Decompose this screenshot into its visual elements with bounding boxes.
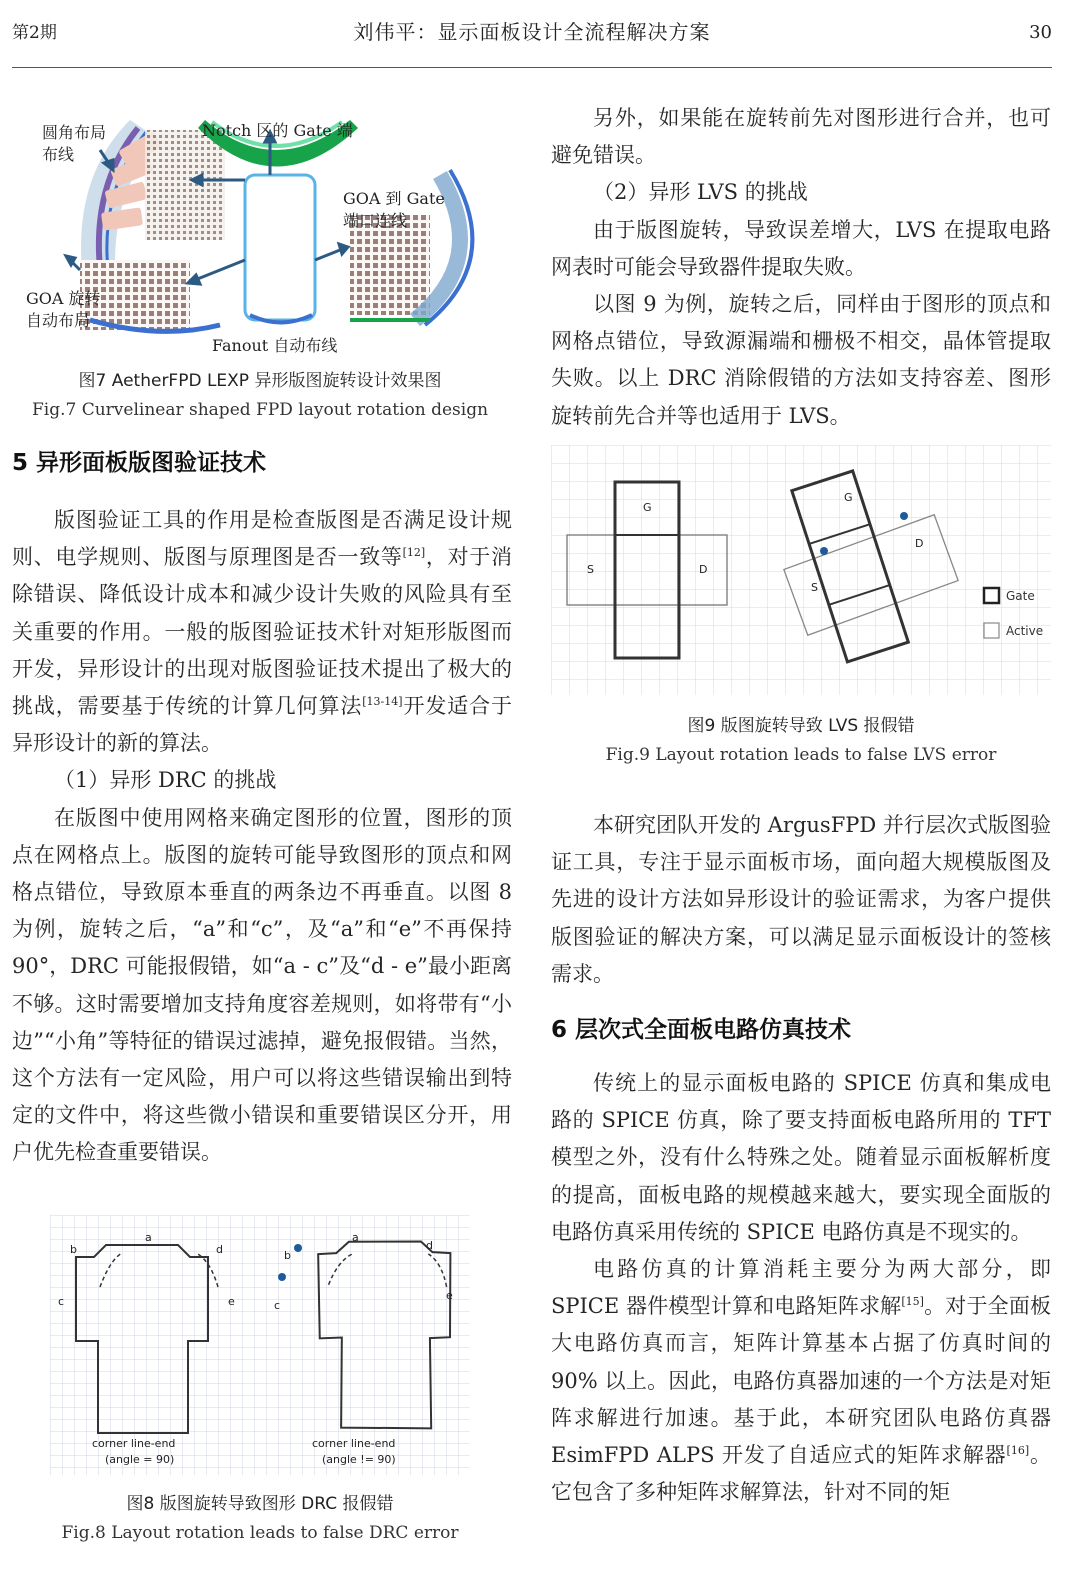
section-5-paragraph-1: 版图验证工具的作用是检查版图是否满足设计规则、电学规则、版图与原理图是否一致等[12]，对于消除错误、降低设计成本和减少设计失败的风险具有至关重要的作用。一般的版图验证技术针对矩形版图而开发，异形设计的出现对版图验证技术提出了极大的挑战，需要基于传统的计算几何算法[13-14]开发适合于异形设计的新的算法。 bbox=[12, 508, 513, 756]
right-column-top bbox=[551, 100, 1051, 435]
figure-8 bbox=[50, 1215, 470, 1555]
fig8-label-d-right: d bbox=[426, 1239, 433, 1252]
annotation-notch-gate: Notch 区的 Gate 端 bbox=[202, 121, 353, 140]
right-paragraph-matrix: 电路仿真的计算消耗主要分为两大部分，即 SPICE 器件模型计算和电路矩阵求解[15]。对于全面板大电路仿真而言，矩阵计算基本占据了仿真时间的 90% 以上。因此，电路仿真器加速的一个方法是对矩阵求解进行加速。基于此，本研究团队电路仿真器 EsimFPD ALPS 开发了自适应式的矩阵求解器[16]。它包含了多种矩阵求解算法，针对不同的矩 bbox=[551, 1257, 1052, 1505]
section-6-heading: 6 层次式全面板电路仿真技术 bbox=[551, 1017, 852, 1044]
figure-7-caption-en: Fig.7 Curvelinear shaped FPD layout rotation design bbox=[31, 400, 489, 420]
annotation-goa-rotate: GOA 旋转 自动布局 bbox=[26, 289, 101, 330]
figure-9-image bbox=[551, 445, 1051, 695]
subsection-drc-title: （1）异形 DRC 的挑战 bbox=[54, 768, 277, 793]
fig8-label-a-left: a bbox=[145, 1231, 152, 1244]
right-paragraph-spice: 传统上的显示面板电路的 SPICE 仿真和集成电路的 SPICE 仿真，除了要支持面板电路所用的 TFT 模型之外，没有什么特殊之处。随着显示面板解析度的提高，面板电路的规模越来越大，要实现全面版的电路仿真采用传统的 SPICE 电路仿真是不现实的。 bbox=[551, 1071, 1051, 1244]
right-paragraph-lvs: 由于版图旋转，导致误差增大，LVS 在提取电路网表时可能会导致器件提取失败。 bbox=[551, 217, 1051, 279]
figure-8-caption-en: Fig.8 Layout rotation leads to false DRC error bbox=[61, 1523, 459, 1543]
annotation-round-layout: 圆角布局 布线 bbox=[42, 123, 107, 164]
fig9-label-d-left: D bbox=[699, 563, 708, 576]
fig8-label-a-right: a bbox=[352, 1231, 359, 1244]
issue-number: 第2期 bbox=[12, 23, 57, 43]
section-5-paragraph-2: 在版图中使用网格来确定图形的位置，图形的顶点在网格点上。版图的旋转可能导致图形的顶点和网格点错位，导致原本垂直的两条边不再垂直。以图 8 为例，旋转之后，“a”和“c”，及“a”和“e”不再保持 90°，DRC 可能报假错，如“a - c”及“d - e”最小距离不够。这时需要增加支持角度容差规则，如将带有“小边”“小角”等特征的错误过滤掉，避免报假错。当然，这个方法有一定风险，用户可以将这些错误输出到特定的文件中，将这些微小错误和重要错误区分开，用户优先检查重要错误。 bbox=[12, 805, 512, 1165]
right-paragraph-argus: 本研究团队开发的 ArgusFPD 并行层次式版图验证工具，专注于显示面板市场，面向超大规模版图及先进的设计方法如异形设计的验证需求，为客户提供版图验证的解决方案，可以满足显示面板设计的签核需求。 bbox=[551, 813, 1051, 986]
fig8-left-caption: corner line-end bbox=[92, 1437, 176, 1450]
fig9-label-g-right: G bbox=[844, 491, 853, 504]
figure-8-caption-cn: 图8 版图旋转导致图形 DRC 报假错 bbox=[126, 1494, 394, 1514]
figure-7-caption-cn: 图7 AetherFPD LEXP 异形版图旋转设计效果图 bbox=[78, 371, 442, 391]
fig9-label-s-right: S bbox=[811, 581, 818, 594]
fig8-right-angle: (angle != 90) bbox=[322, 1453, 396, 1466]
annotation-fanout: Fanout 自动布线 bbox=[212, 336, 338, 355]
legend-gate: Gate bbox=[1006, 589, 1035, 603]
fig8-left-angle: (angle = 90) bbox=[105, 1453, 175, 1466]
subsection-lvs-title: （2）异形 LVS 的挑战 bbox=[593, 180, 808, 205]
fig8-label-e-left: e bbox=[228, 1295, 235, 1308]
fig8-label-b-right: b bbox=[284, 1249, 291, 1262]
figure-9-caption-cn: 图9 版图旋转导致 LVS 报假错 bbox=[687, 716, 915, 736]
annotation-goa-gate: GOA 到 Gate 端口连线 bbox=[343, 189, 445, 230]
fig8-right-caption: corner line-end bbox=[312, 1437, 396, 1450]
right-paragraph-merge: 另外，如果能在旋转前先对图形进行合并，也可避免错误。 bbox=[551, 106, 1051, 168]
fig8-label-c-right: c bbox=[274, 1299, 281, 1312]
page-number: 30 bbox=[1029, 22, 1052, 43]
fig8-label-c-left: c bbox=[58, 1295, 65, 1308]
fig8-label-d-left: d bbox=[216, 1243, 223, 1256]
section-5-heading: 5 异形面板版图验证技术 bbox=[12, 450, 267, 476]
figure-9 bbox=[551, 445, 1051, 775]
fig9-label-d-right: D bbox=[915, 537, 924, 550]
running-header bbox=[12, 14, 1052, 68]
fig9-label-s-left: S bbox=[587, 563, 594, 576]
running-title: 刘伟平：显示面板设计全流程解决方案 bbox=[353, 20, 711, 44]
fig8-label-b-left: b bbox=[70, 1243, 77, 1256]
fig9-label-g-left: G bbox=[643, 501, 652, 514]
figure-8-image bbox=[50, 1215, 470, 1475]
legend-active: Active bbox=[1006, 624, 1044, 638]
left-column bbox=[12, 448, 512, 1172]
fig8-label-e-right: e bbox=[446, 1289, 453, 1302]
figure-9-caption-en: Fig.9 Layout rotation leads to false LVS error bbox=[605, 745, 997, 765]
right-paragraph-fig9: 以图 9 为例，旋转之后，同样由于图形的顶点和网格点错位，导致源漏端和栅极不相交，晶体管提取失败。以上 DRC 消除假错的方法如支持容差、图形旋转前先合并等也适用于 LVS。 bbox=[551, 292, 1051, 428]
figure-7 bbox=[20, 110, 510, 430]
right-column-bottom bbox=[551, 807, 1051, 1511]
